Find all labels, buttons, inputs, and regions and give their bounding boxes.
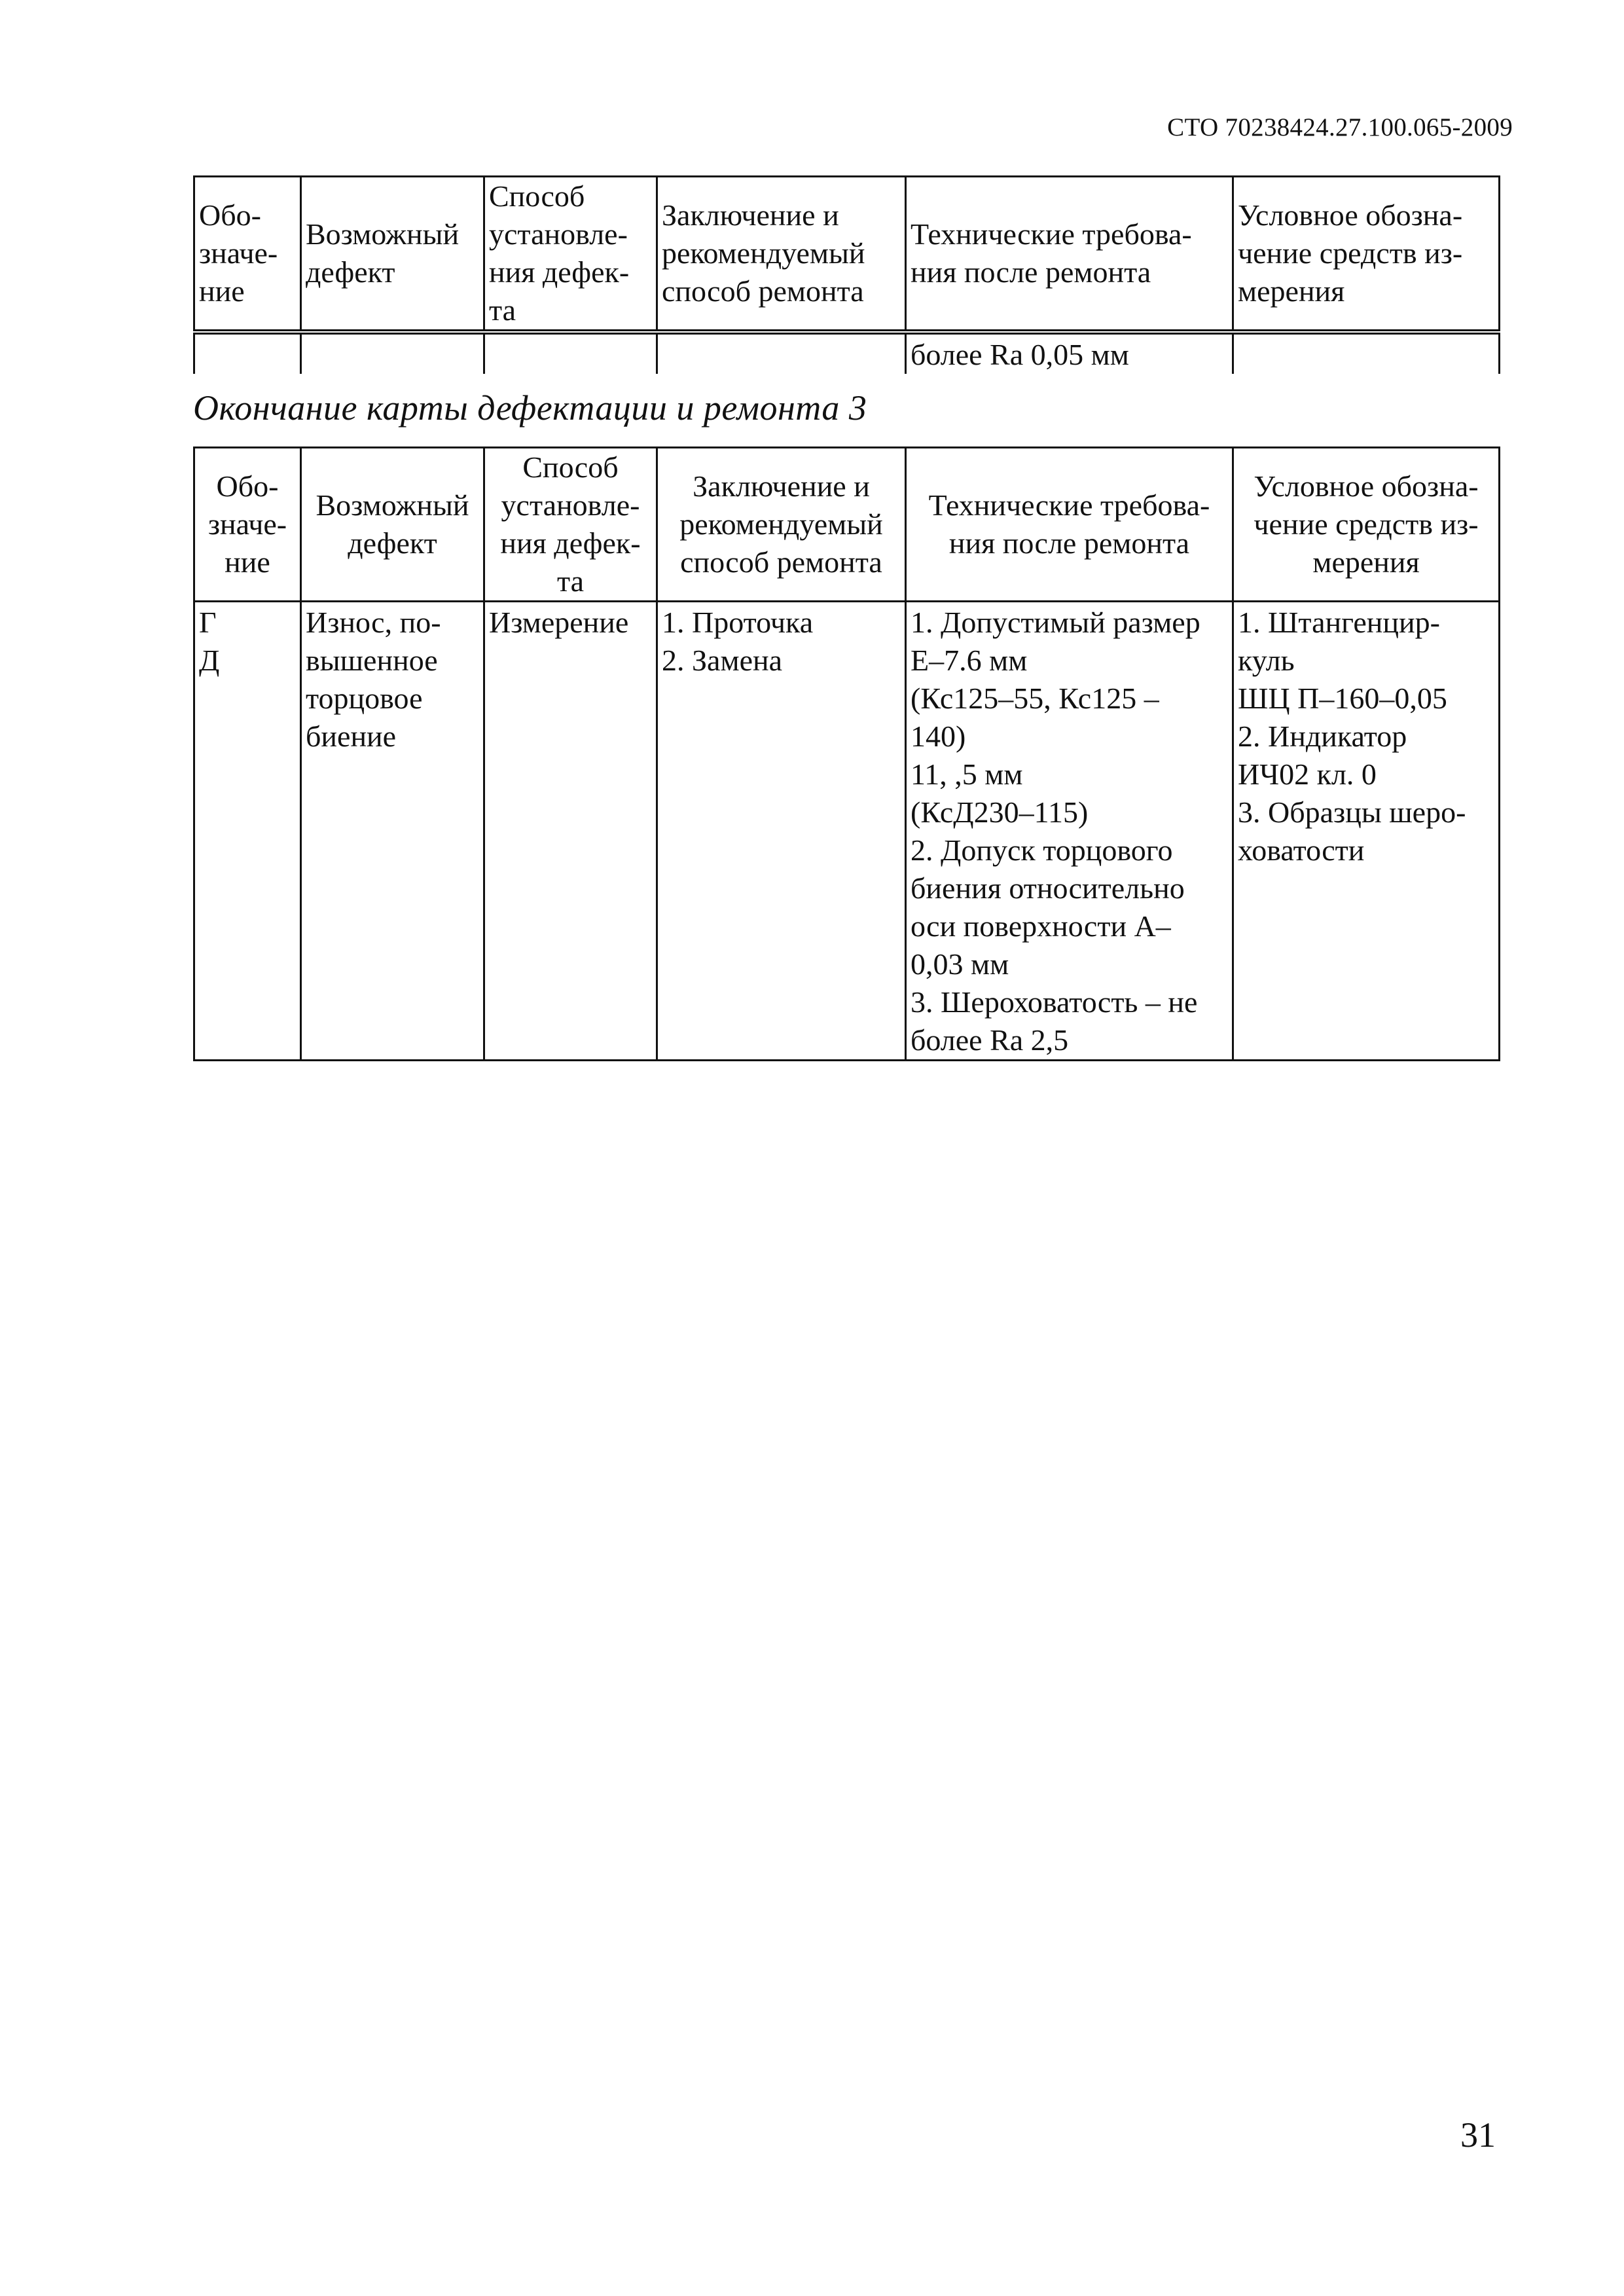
table-header-row	[194, 448, 1500, 602]
cell-text-line: 1. Допустимый размер	[911, 606, 1200, 639]
cell-measuring-instruments	[1233, 602, 1500, 1061]
table-cell: более Ra 0,05 мм	[906, 332, 1233, 374]
header-technical-requirements	[906, 448, 1233, 602]
table-cell	[484, 332, 657, 374]
header-text-line: чение средств из-	[1254, 507, 1479, 541]
header-measuring-instruments	[1233, 448, 1500, 602]
header-text-line: мерения	[1312, 545, 1420, 579]
cell-text-line: 3. Шероховатость – не	[911, 985, 1198, 1019]
cell-repair-method	[657, 602, 906, 1061]
table-row	[194, 332, 1500, 374]
header-text-line: Способ	[522, 450, 619, 484]
header-defect	[301, 448, 484, 602]
header-text-line: Условное обозна-	[1238, 198, 1463, 232]
cell-technical-requirements	[906, 602, 1233, 1061]
header-text-line: Технические требова-	[911, 217, 1192, 251]
header-text-line: ния дефек-	[500, 526, 641, 560]
cell-defect	[301, 602, 484, 1061]
header-text-line: Условное обозна-	[1254, 469, 1479, 503]
cell-text-line: 2. Допуск торцового	[911, 833, 1173, 867]
cell-text-line: Е–7.6 мм	[911, 644, 1028, 677]
header-designation	[194, 177, 301, 333]
table-row	[194, 602, 1500, 1061]
cell-text-line: торцовое	[306, 682, 423, 715]
header-text-line: рекомендуемый	[662, 236, 865, 270]
cell-text-line: 140)	[911, 720, 966, 753]
header-text-line: способ ремонта	[662, 274, 864, 308]
header-text-line: Обо-	[216, 469, 279, 503]
header-text-line: та	[489, 293, 516, 327]
cell-text-line: 1. Проточка	[662, 606, 814, 639]
cell-text-line: ИЧ02 кл. 0	[1238, 757, 1377, 791]
header-text-line: значе-	[208, 507, 287, 541]
cell-detection-method	[484, 602, 657, 1061]
header-text-line: ния после ремонта	[911, 255, 1151, 289]
header-text-line: значе-	[199, 236, 278, 270]
cell-text-line: 2. Замена	[662, 644, 783, 677]
header-text-line: Заключение и	[693, 469, 870, 503]
cell-text-line: вышенное	[306, 644, 438, 677]
cell-text-line: 2. Индикатор	[1238, 720, 1407, 753]
header-text-line: та	[556, 564, 585, 598]
header-text-line: Возможный	[306, 217, 460, 251]
cell-text-line: куль	[1238, 644, 1295, 677]
document-code: СТО 70238424.27.100.065-2009	[1167, 113, 1513, 141]
header-text-line: ния после ремонта	[948, 526, 1190, 560]
header-text-line: установле-	[501, 488, 640, 522]
header-text-line: способ ремонта	[680, 545, 882, 579]
cell-text-line: биения относительно	[911, 871, 1185, 905]
table-cell	[1233, 332, 1500, 374]
header-text-line: ние	[225, 545, 270, 579]
defect-repair-card-table	[193, 446, 1500, 1061]
cell-text-line: более Ra 2,5	[911, 1023, 1069, 1057]
header-text-line: Технические требова-	[928, 488, 1210, 522]
header-text-line: установле-	[489, 217, 628, 251]
cell-text-line: Д	[199, 644, 220, 677]
page-number: 31	[1460, 2115, 1496, 2155]
header-detection-method	[484, 177, 657, 333]
table-cell	[301, 332, 484, 374]
header-detection-method	[484, 448, 657, 602]
header-text-line: Возможный	[316, 488, 469, 522]
cell-designation	[194, 602, 301, 1061]
cell-text-line: Измерение	[489, 606, 629, 639]
header-text-line: дефект	[348, 526, 437, 560]
header-repair-method	[657, 177, 906, 333]
header-text-line: ние	[199, 274, 245, 308]
header-text-line: Заключение и	[662, 198, 839, 232]
header-text-line: дефект	[306, 255, 395, 289]
cell-text-line: Г	[199, 606, 217, 639]
table-caption: Окончание карты дефектации и ремонта 3	[193, 388, 867, 428]
cell-text-line: 11, ,5 мм	[911, 757, 1023, 791]
table-header-row	[194, 177, 1500, 333]
cell-text-line: биение	[306, 720, 397, 753]
cell-text-line: оси поверхности А–	[911, 909, 1171, 943]
cell-text-line: 3. Образцы шеро-	[1238, 795, 1466, 829]
header-repair-method	[657, 448, 906, 602]
cell-text-line: 0,03 мм	[911, 947, 1009, 981]
header-text-line: рекомендуемый	[679, 507, 883, 541]
header-text-line: ния дефек-	[489, 255, 630, 289]
cell-text-line: ШЦ П–160–0,05	[1238, 682, 1447, 715]
header-text-line: мерения	[1238, 274, 1345, 308]
header-text-line: Обо-	[199, 198, 261, 232]
table-cell	[657, 332, 906, 374]
cell-text-line: ховатости	[1238, 833, 1365, 867]
header-defect	[301, 177, 484, 333]
header-technical-requirements	[906, 177, 1233, 333]
cell-text-line: (Кс125–55, Кс125 –	[911, 682, 1159, 715]
cell-text-line: Износ, по-	[306, 606, 441, 639]
table-cell	[194, 332, 301, 374]
cell-text-line: (КсД230–115)	[911, 795, 1089, 829]
header-text-line: Способ	[489, 179, 585, 213]
defect-table-continued	[193, 175, 1500, 374]
header-text-line: чение средств из-	[1238, 236, 1463, 270]
header-designation	[194, 448, 301, 602]
header-measuring-instruments	[1233, 177, 1500, 333]
cell-text-line: 1. Штангенцир-	[1238, 606, 1440, 639]
